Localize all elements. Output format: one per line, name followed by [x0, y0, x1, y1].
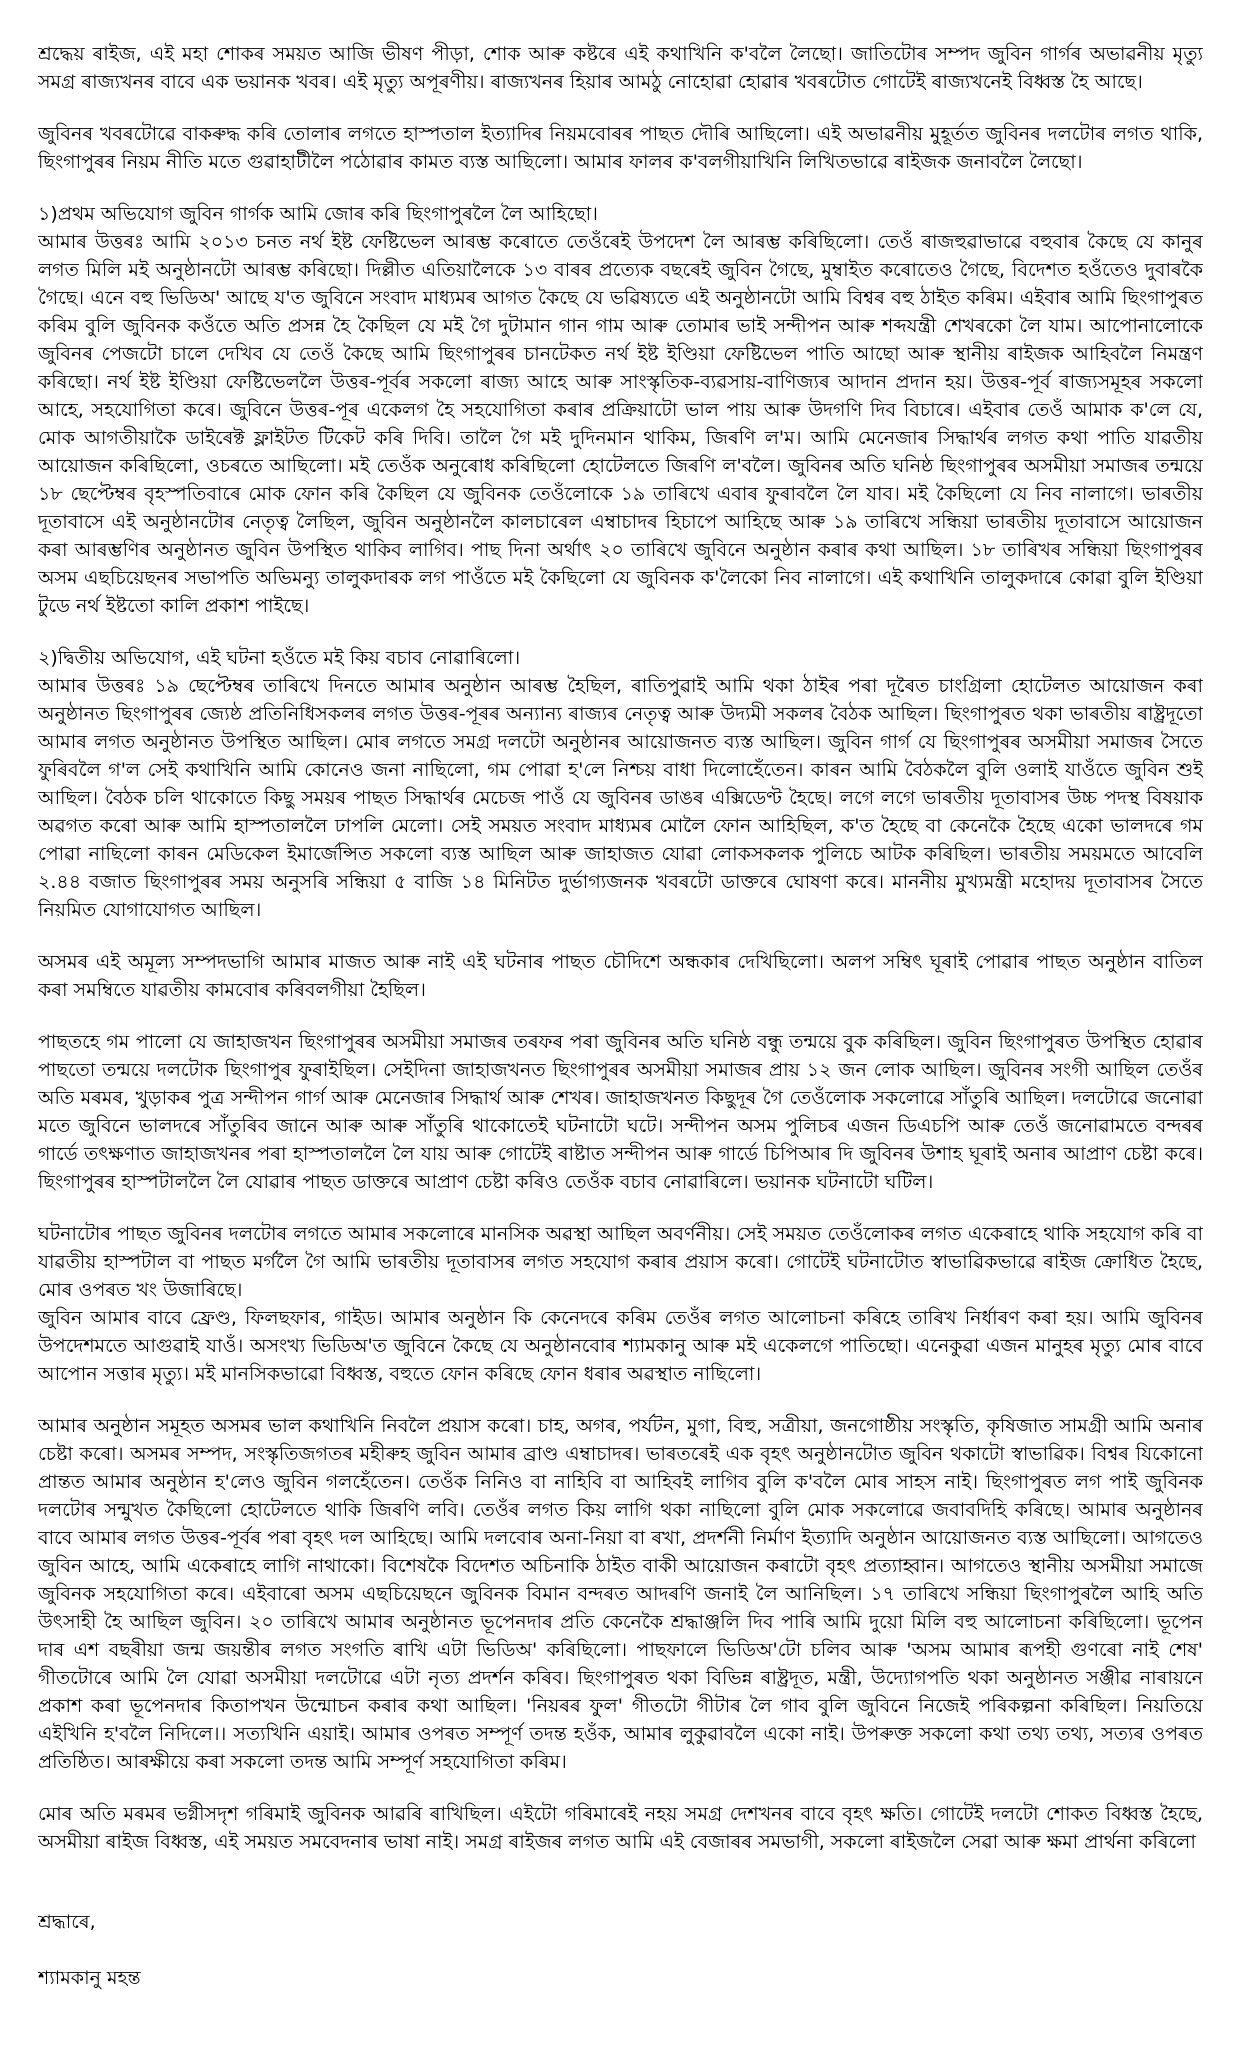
- paragraph-condolence: মোৰ অতি মৰমৰ ভগ্নীসদৃশ গৰিমাই জুবিনক আৱৰি ৰাখিছিল। এইটো গৰিমাৰেই নহয় সমগ্ৰ দেশখনৰ বাবে বৃহৎ ক্ষতি। গোটেই দলটো শোকত বিধ্বস্ত হৈছে, অসমীয়া ৰাইজ বিধ্বস্ত, এই সময়ত সমবেদনাৰ ভাষা নাই। সমগ্ৰ ৰাইজৰ লগত আমি এই বেজাৰৰ সমভাগী, সকলো ৰাইজলৈ সেৱা আৰু ক্ষমা প্ৰাৰ্থনা কৰিলো: [38, 1803, 1203, 1853]
- paragraph-second-allegation: ২)দ্বিতীয় অভিযোগ, এই ঘটনা হওঁতে মই কিয় বচাব নোৱাৰিলো। আমাৰ উত্তৰঃ ১৯ ছেপ্টেম্বৰ তাৰিখে দিনতে আমাৰ অনুষ্ঠান আৰম্ভ হৈছিল, ৰাতিপুৱাই আমি থকা ঠাইৰ পৰা দূৰৈত চাংগ্ৰিলা হোটেলত আয়োজন কৰা অনুষ্ঠানত ছিংগাপুৰৰ জ্যেষ্ঠ প্ৰতিনিধিসকলৰ লগত উত্তৰ-পূৰৰ অন্যান্য ৰাজ্যৰ নেতৃত্ব আৰু উদ্যমী সকলৰ বৈঠক আছিল। ছিংগাপুৰত থকা ভাৰতীয় ৰাষ্ট্ৰদূতো আমাৰ লগত অনুষ্ঠানত উপস্থিত আছিল। মোৰ লগতে সমগ্ৰ দলটো অনুষ্ঠানৰ আয়োজনত ব্যস্ত আছিল। জুবিন গাৰ্গ যে ছিংগাপুৰৰ অসমীয়া সমাজৰ সৈতে ফুৰিবলৈ গ'ল সেই কথাখিনি আমি কোনেও জনা নাছিলো, গম পোৱা হ'লে নিশ্চয় বাধা দিলোহেঁতেন। কাৰন আমি বৈঠকলৈ বুলি ওলাই যাওঁতে জুবিন শুই আছিল। বৈঠক চলি থাকোতে কিছু সময়ৰ পাছত সিদ্ধাৰ্থৰ মেচেজ পাওঁ যে জুবিনৰ ডাঙৰ এক্সিডেণ্ট হৈছে। লগে লগে ভাৰতীয় দূতাবাসৰ উচ্চ পদস্থ বিষয়াক অৱগত কৰো আৰু আমি হাস্পতাললৈ ঢাপলি মেলো। সেই সময়ত সংবাদ মাধ্যমৰ মোলৈ ফোন আহিছিল, ক'ত হৈছে বা কেনেকৈ হৈছে একো ভালদৰে গম পোৱা নাছিলো কাৰন মেডিকেল ইমাৰ্জেন্সিত সকলো ব্যস্ত আছিল আৰু জাহাজত যোৱা লোকসকলক পুলিচে আটক কৰিছিল। ভাৰতীয় সময়মতে আবেলি ২.৪৪ বজাত ছিংগাপুৰৰ সময় অনুসৰি সন্ধিয়া ৫ বাজি ১৪ মিনিটত দুৰ্ভাগ্যজনক খবৰটো ডাক্তৰে ঘোষণা কৰে। মাননীয় মুখ্যমন্ত্ৰী মহোদয় দূতাবাসৰ সৈতে নিয়মিত যোগাযোগত আছিল।: [38, 647, 1203, 921]
- letter-page: [38, 40, 1203, 2030]
- paragraph-first-allegation: ১)প্ৰথম অভিযোগ জুবিন গাৰ্গক আমি জোৰ কৰি ছিংগাপুৰলৈ লৈ আহিছো। আমাৰ উত্তৰঃ আমি ২০১৩ চনত নৰ্থ ইষ্ট ফেষ্টিভেল আৰম্ভ কৰোতে তেওঁৰেই উপদেশ লৈ আৰম্ভ কৰিছিলো। তেওঁ ৰাজহুৱাভাৱে বহুবাৰ কৈছে যে কানুৰ লগত মিলি মই অনুষ্ঠানটো আৰম্ভ কৰিছো। দিল্লীত এতিয়ালৈকে ১৩ বাৰৰ প্ৰত্যেক বছৰেই জুবিন গৈছে, মুম্বাইত কৰোতেও গৈছে, বিদেশত হওঁতেও দুবাৰকৈ গৈছে। এনে বহু ভিডিঅ' আছে য'ত জুবিনে সংবাদ মাধ্যমৰ আগত কৈছে যে ভৱিষ্যতে এই অনুষ্ঠানটো আমি বিশ্বৰ বহু ঠাইত কৰিম। এইবাৰ আমি ছিংগাপুৰত কৰিম বুলি জুবিনক কওঁতে অতি প্ৰসন্ন হৈ কৈছিল যে মই গৈ দুটামান গান গাম আৰু তোমাৰ ভাই সন্দীপন আৰু শব্দযন্ত্ৰী শেখৰকো লৈ যাম। আপোনালোকে জুবিনৰ পেজটো চালে দেখিব যে তেওঁ কৈছে আমি ছিংগাপুৰৰ চানটেকত নৰ্থ ইষ্ট ইণ্ডিয়া ফেষ্টিভেল পাতি আছো আৰু স্থানীয় ৰাইজক আহিবলৈ নিমন্ত্ৰণ কৰিছো। নৰ্থ ইষ্ট ইণ্ডিয়া ফেষ্টিভেললৈ উত্তৰ-পূৰ্বৰ সকলো ৰাজ্য আহে আৰু সাংস্কৃতিক-ব্যৱসায়-বাণিজ্যৰ আদান প্ৰদান হয়। উত্তৰ-পূৰ্ব ৰাজ্যসমূহৰ সকলো আহে, সহযোগিতা কৰে। জুবিনে উত্তৰ-পূৰ একেলগ হৈ সহযোগিতা কৰাৰ প্ৰক্ৰিয়াটো ভাল পায় আৰু উদগণি দিব বিচাৰে। এইবাৰ তেওঁ আমাক ক'লে যে, মোক আগতীয়াকৈ ডাইৰেক্ট ফ্লাইটত টিকেট কৰি দিবি। তালৈ গৈ মই দুদিনমান থাকিম, জিৰণি ল'ম। আমি মেনেজাৰ সিদ্ধাৰ্থৰ লগত কথা পাতি যাৱতীয় আয়োজন কৰিছিলো, ওচৰতে আছিলো। মই তেওঁক অনুৰোধ কৰিছিলো হোটেলতে জিৰণি ল'বলৈ। জুবিনৰ অতি ঘনিষ্ঠ ছিংগাপুৰৰ অসমীয়া সমাজৰ তন্ময়ে ১৮ ছেপ্টেম্বৰ বৃহস্পতিবাৰে মোক ফোন কৰি কৈছিল যে জুবিনক তেওঁলোকে ১৯ তাৰিখে এবাৰ ফুৰাবলৈ লৈ যাব। মই কৈছিলো যে নিব নালাগে। ভাৰতীয় দূতাবাসে এই অনুষ্ঠানটোৰ নেতৃত্ব লৈছিল, জুবিন অনুষ্ঠানলৈ কালচাৰেল এম্বাচাদৰ হিচাপে আহিছে আৰু ১৯ তাৰিখে সন্ধিয়া ভাৰতীয় দূতাবাসে আয়োজন কৰা আৰম্ভণিৰ অনুষ্ঠানত জুবিন উপস্থিত থাকিব লাগিব। পাছ দিনা অৰ্থাৎ ২০ তাৰিখে জুবিনে অনুষ্ঠান কৰাৰ কথা আছিল। ১৮ তাৰিখৰ সন্ধিয়া ছিংগাপুৰৰ অসম এছচিয়েছনৰ সভাপতি অভিমন্যু তালুকদাৰক লগ পাওঁতে মই কৈছিলো যে জুবিনক ক'লৈকো নিব নালাগে। এই কথাখিনি তালুকদাৰে কোৱা বুলি ইণ্ডিয়া টুডে নৰ্থ ইষ্টতো কালি প্ৰকাশ পাইছে।: [38, 203, 1203, 617]
- paragraph-hospital: জুবিনৰ খবৰটোৱে বাকৰুদ্ধ কৰি তোলাৰ লগতে হাস্পতাল ইত্যাদিৰ নিয়মবোৰৰ পাছত দৌৰি আছিলো। এই অভাৱনীয় মুহূৰ্তত জুবিনৰ দলটোৰ লগত থাকি, ছিংগাপুৰৰ নিয়ম নীতি মতে গুৱাহাটীলৈ পঠোৱাৰ কামত ব্যস্ত আছিলো। আমাৰ ফালৰ ক'বলগীয়াখিনি লিখিতভাৱে ৰাইজক জনাবলৈ লৈছো।: [38, 123, 1203, 173]
- signature-name: শ্যামকানু মহন্ত: [38, 1967, 141, 1989]
- paragraph-ship-booking: পাছতহে গম পালো যে জাহাজখন ছিংগাপুৰৰ অসমীয়া সমাজৰ তৰফৰ পৰা জুবিনৰ অতি ঘনিষ্ঠ বন্ধু তন্ময়ে বুক কৰিছিল। জুবিন ছিংগাপুৰত উপস্থিত হোৱাৰ পাছতো তন্ময়ে দলটোক ছিংগাপুৰ ফুৰাইছিল। সেইদিনা জাহাজখনত ছিংগাপুৰৰ অসমীয়া সমাজৰ প্ৰায় ১২ জন লোক আছিল। জুবিনৰ সংগী আছিল তেওঁৰ অতি মৰমৰ, খুড়াকৰ পুত্ৰ সন্দীপন গাৰ্গ আৰু মেনেজাৰ সিদ্ধাৰ্থ আৰু শেখৰ। জাহাজখনত কিছুদূৰ গৈ তেওঁলোক সকলোৱে সাঁতুৰি আছিল। দলটোৱে জনোৱা মতে জুবিনে ভালদৰে সাঁতুৰিব জানে আৰু আৰু সাঁতুৰি থাকোতেই ঘটনাটো ঘটে। সন্দীপন অসম পুলিচৰ এজন ডিএচপি আৰু তেওঁ জনোৱামতে বন্দৰৰ গাৰ্ডে তৎক্ষণাত জাহাজখনৰ পৰা হাস্পতাললৈ লৈ যায় আৰু গোটেই ৰাষ্টাত সন্দীপন আৰু গাৰ্ডে চিপিআৰ দি জুবিনৰ উশাহ ঘূৰাই অনাৰ আপ্ৰাণ চেষ্টা কৰে। ছিংগাপুৰৰ হাস্পটাললৈ লৈ যোৱাৰ পাছত ডাক্তৰে আপ্ৰাণ চেষ্টা কৰিও তেওঁক বচাব নোৱাৰিলে। ভয়ানক ঘটনাটো ঘটিল।: [38, 1031, 1203, 1193]
- paragraph-aftermath: অসমৰ এই অমূল্য সম্পদভাগি আমাৰ মাজত আৰু নাই এই ঘটনাৰ পাছত চৌদিশে অন্ধকাৰ দেখিছিলো। অলপ সম্বিৎ ঘূৰাই পোৱাৰ পাছত অনুষ্ঠান বাতিল কৰা সমম্বিতে যাৱতীয় কামবোৰ কৰিবলগীয়া হৈছিল।: [38, 951, 1203, 1001]
- paragraph-events: আমাৰ অনুষ্ঠান সমূহত অসমৰ ভাল কথাখিনি নিবলৈ প্ৰয়াস কৰো। চাহ, অগৰ, পৰ্যটন, মুগা, বিহু, সত্ৰীয়া, জনগোষ্ঠীয় সংস্কৃতি, কৃষিজাত সামগ্ৰী আমি অনাৰ চেষ্টা কৰো। অসমৰ সম্পদ, সংস্কৃতিজগতৰ মহীৰুহ জুবিন আমাৰ ব্ৰাণ্ড এম্বাচাদৰ। ভাৰতৰেই এক বৃহৎ অনুষ্ঠানটোত জুবিন থকাটো স্বাভাৱিক। বিশ্বৰ যিকোনো প্ৰান্তত আমাৰ অনুষ্ঠান হ'লেও জুবিন গলহেঁতেন। তেওঁক নিনিও বা নাহিবি বা আহিবই লাগিব বুলি ক'বলৈ মোৰ সাহস নাই। ছিংগাপুৰত লগ পাই জুবিনক দলটোৰ সন্মুখত কৈছিলো হোটেলতে থাকি জিৰণি লবি। তেওঁৰ লগত কিয় লাগি থকা নাছিলো বুলি মোক সকলোৱে জবাবদিহি কৰিছে। আমাৰ অনুষ্ঠানৰ বাবে আমাৰ লগত উত্তৰ-পূৰ্বৰ পৰা বৃহৎ দল আহিছে। আমি দলবোৰ অনা-নিয়া বা ৰখা, প্ৰদৰ্শনী নিৰ্মাণ ইত্যাদি অনুষ্ঠান আয়োজনত ব্যস্ত আছিলো। আগতেও জুবিন আহে, আমি একেৰাহে লাগি নাথাকো। বিশেষকৈ বিদেশত অচিনাকি ঠাইত বাকী আয়োজন কৰাটো বৃহৎ প্ৰত্যাহ্বান। আগতেও স্থানীয় অসমীয়া সমাজে জুবিনক সহযোগিতা কৰে। এইবাৰো অসম এছচিয়েছনে জুবিনক বিমান বন্দৰত আদৰণি জনাই লৈ আনিছিল। ১৭ তাৰিখে সন্ধিয়া ছিংগাপুৰলৈ আহি অতি উৎসাহী হৈ আছিল জুবিন। ২০ তাৰিখে আমাৰ অনুষ্ঠানত ভূপেনদাৰ প্ৰতি কেনেকৈ শ্ৰদ্ধাঞ্জলি দিব পাৰি আমি দুয়ো মিলি বহু আলোচনা কৰিছিলো। ভূপেন দাৰ এশ বছৰীয়া জন্ম জয়ন্তীৰ লগত সংগতি ৰাখি এটা ভিডিঅ' কৰিছিলো। পাছফালে ভিডিঅ'টো চলিব আৰু 'অসম আমাৰ ৰূপহী গুণৰো নাই শেষ' গীতটোৰে আমি লৈ যোৱা অসমীয়া দলটোৱে এটা নৃত্য প্ৰদৰ্শন কৰিব। ছিংগাপুৰত থকা বিভিন্ন ৰাষ্ট্ৰদূত, মন্ত্ৰী, উদ্যোগপতি থকা অনুষ্ঠানত সঞ্জীৱ নাৰায়নে প্ৰকাশ কৰা ভূপেনদাৰ কিতাপখন উন্মোচন কৰাৰ কথা আছিল। 'নিয়ৰৰ ফুল' গীতটো গীটাৰ লৈ গাব বুলি জুবিনে নিজেই পৰিকল্পনা কৰিছিল। নিয়তিয়ে এইখিনি হ'বলৈ নিদিলে।। সত্যখিনি এয়াই। আমাৰ ওপৰত সম্পূৰ্ণ তদন্ত হওঁক, আমাৰ লুকুৱাবলৈ একো নাই। উপৰুক্ত সকলো কথা তথ্য তথ্য, সত্যৰ ওপৰত প্ৰতিষ্ঠিত। আৰক্ষীয়ে কৰা সকলো তদন্ত আমি সম্পূৰ্ণ সহযোগিতা কৰিম।: [38, 1415, 1203, 1773]
- signature-block: [38, 1880, 1203, 2020]
- paragraph-mental-state: ঘটনাটোৰ পাছত জুবিনৰ দলটোৰ লগতে আমাৰ সকলোৰে মানসিক অৱস্থা আছিল অবৰ্ণনীয়। সেই সময়ত তেওঁলোকৰ লগত একেৰাহে থাকি সহযোগ কৰি বা যাৱতীয় হাস্পটাল বা পাছত মৰ্গলৈ গৈ আমি ভাৰতীয় দূতাবাসৰ লগত সহযোগ কৰাৰ প্ৰয়াস কৰো। গোটেই ঘটনাটোত স্বাভাৱিকভাৱে ৰাইজ ক্ৰোধিত হৈছে, মোৰ ওপৰত খং উজাৰিছে। জুবিন আমাৰ বাবে ফ্ৰেণ্ড, ফিলছফাৰ, গাইড। আমাৰ অনুষ্ঠান কি কেনেদৰে কৰিম তেওঁৰ লগত আলোচনা কৰিহে তাৰিখ নিৰ্ধাৰণ কৰা হয়। আমি জুবিনৰ উপদেশমতে আগুৱাই যাওঁ। অসংখ্য ভিডিঅ'ত জুবিনে কৈছে যে অনুষ্ঠানবোৰ শ্যামকানু আৰু মই একেলগে পাতিছো। এনেকুৱা এজন মানুহৰ মৃত্যু মোৰ বাবে আপোন সত্তাৰ মৃত্যু। মই মানসিকভাৱো বিধ্বস্ত, বহুতে ফোন কৰিছে ফোন ধৰাৰ অৱস্থাত নাছিলো।: [38, 1223, 1203, 1385]
- closing-text: শ্ৰদ্ধাৰে,: [38, 1911, 96, 1933]
- paragraph-opening: শ্ৰদ্ধেয় ৰাইজ, এই মহা শোকৰ সময়ত আজি ভীষণ পীড়া, শোক আৰু কষ্টৰে এই কথাখিনি ক'বলৈ লৈছো। জাতিটোৰ সম্পদ জুবিন গাৰ্গৰ অভাৱনীয় মৃত্যু সমগ্ৰ ৰাজ্যখনৰ বাবে এক ভয়ানক খবৰ। এই মৃত্যু অপূৰণীয়। ৰাজ্যখনৰ হিয়াৰ আমঠু নোহোৱা হোৱাৰ খবৰটোত গোটেই ৰাজ্যখনেই বিধ্বস্ত হৈ আছে।: [38, 43, 1203, 93]
